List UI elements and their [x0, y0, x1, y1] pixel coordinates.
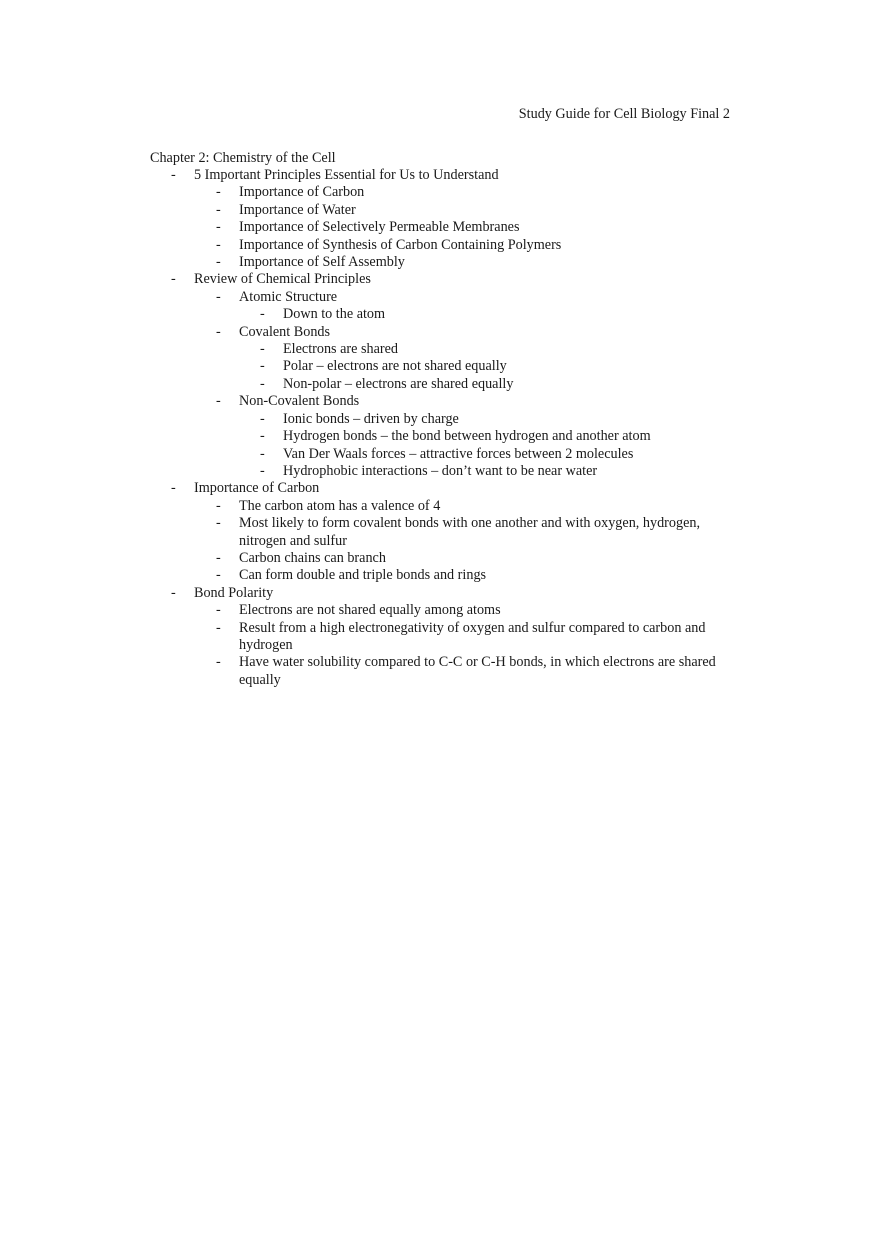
bullet-dash: -	[216, 567, 221, 584]
bullet-dash: -	[216, 515, 221, 532]
bullet-dash: -	[260, 428, 265, 445]
outline-item-text: Importance of Selectively Permeable Membranes	[239, 219, 520, 236]
outline-item	[0, 341, 880, 358]
bullet-dash: -	[216, 323, 221, 340]
outline-item-text: Ionic bonds – driven by charge	[283, 410, 459, 427]
outline-item	[0, 550, 880, 567]
outline-item-text: Carbon chains can branch	[239, 549, 386, 566]
bullet-dash: -	[216, 236, 221, 253]
outline-item-text: Importance of Carbon	[194, 480, 320, 497]
bullet-dash: -	[260, 410, 265, 427]
outline-item-text: Importance of Self Assembly	[239, 254, 405, 271]
outline-item	[0, 167, 880, 184]
bullet-dash: -	[216, 549, 221, 566]
outline-item-text: Electrons are shared	[283, 341, 399, 358]
outline-item-text: Most likely to form covalent bonds with one another and with oxygen, hydrogen, nitrogen and sulfur	[239, 515, 701, 549]
outline-item	[0, 202, 880, 219]
outline-item	[0, 271, 880, 288]
outline-item	[0, 515, 880, 550]
outline-item	[0, 289, 880, 306]
bullet-dash: -	[216, 602, 221, 619]
outline-item	[0, 237, 880, 254]
outline-item	[0, 446, 880, 463]
outline-item-text: Bond Polarity	[194, 584, 274, 601]
bullet-dash: -	[216, 219, 221, 236]
bullet-dash: -	[260, 462, 265, 479]
outline-item-text: Non-Covalent Bonds	[239, 393, 360, 410]
outline-item-text: Importance of Carbon	[239, 184, 365, 201]
outline-item-text: Review of Chemical Principles	[194, 271, 371, 288]
outline-item-text: Hydrophobic interactions – don’t want to be near water	[283, 462, 598, 479]
bullet-dash: -	[260, 306, 265, 323]
outline-item	[0, 567, 880, 584]
outline-item-text: Hydrogen bonds – the bond between hydrogen and another atom	[283, 428, 651, 445]
outline-item-text: Can form double and triple bonds and rings	[239, 567, 487, 584]
bullet-dash: -	[260, 341, 265, 358]
outline-item-text: Non-polar – electrons are shared equally	[283, 375, 514, 392]
bullet-dash: -	[171, 584, 176, 601]
outline-item	[0, 324, 880, 341]
bullet-dash: -	[260, 375, 265, 392]
outline-item-text: Result from a high electronegativity of oxygen and sulfur compared to carbon and hydrogen	[239, 619, 706, 653]
outline-item	[0, 219, 880, 236]
outline-item-text: Polar – electrons are not shared equally	[283, 358, 507, 375]
outline-item	[0, 620, 880, 655]
outline-item-text: Electrons are not shared equally among atoms	[239, 602, 501, 619]
outline-item	[0, 428, 880, 445]
bullet-dash: -	[260, 358, 265, 375]
outline-item-text: 5 Important Principles Essential for Us to Understand	[194, 167, 499, 183]
outline-item	[0, 358, 880, 375]
bullet-dash: -	[216, 619, 221, 636]
outline-item-text: Importance of Synthesis of Carbon Containing Polymers	[239, 236, 562, 253]
bullet-dash: -	[216, 201, 221, 218]
outline-item-text: Covalent Bonds	[239, 323, 331, 340]
outline-item-text: Down to the atom	[283, 306, 386, 323]
outline-item-text: Importance of Water	[239, 201, 356, 218]
outline-item	[0, 585, 880, 602]
outline-list	[0, 167, 880, 689]
bullet-dash: -	[171, 167, 176, 183]
bullet-dash: -	[171, 480, 176, 497]
outline-item	[0, 376, 880, 393]
outline-item	[0, 480, 880, 497]
bullet-dash: -	[216, 288, 221, 305]
outline-item-text: Have water solubility compared to C-C or C-H bonds, in which electrons are shared equally	[239, 654, 716, 688]
outline-item	[0, 306, 880, 323]
outline-item	[0, 411, 880, 428]
outline-item	[0, 463, 880, 480]
outline-item	[0, 498, 880, 515]
bullet-dash: -	[216, 393, 221, 410]
outline-item	[0, 393, 880, 410]
bullet-dash: -	[260, 445, 265, 462]
outline-item	[0, 254, 880, 271]
outline-item	[0, 184, 880, 201]
chapter-heading: Chapter 2: Chemistry of the Cell	[150, 150, 336, 166]
bullet-dash: -	[216, 254, 221, 271]
page-header-title: Study Guide for Cell Biology Final 2	[518, 106, 730, 122]
outline-item-text: Van Der Waals forces – attractive forces between 2 molecules	[283, 445, 634, 462]
outline-item-text: Atomic Structure	[239, 288, 338, 305]
bullet-dash: -	[216, 184, 221, 201]
outline-item	[0, 602, 880, 619]
bullet-dash: -	[171, 271, 176, 288]
bullet-dash: -	[216, 654, 221, 671]
outline-item	[0, 654, 880, 689]
outline-item-text: The carbon atom has a valence of 4	[239, 497, 441, 514]
bullet-dash: -	[216, 497, 221, 514]
